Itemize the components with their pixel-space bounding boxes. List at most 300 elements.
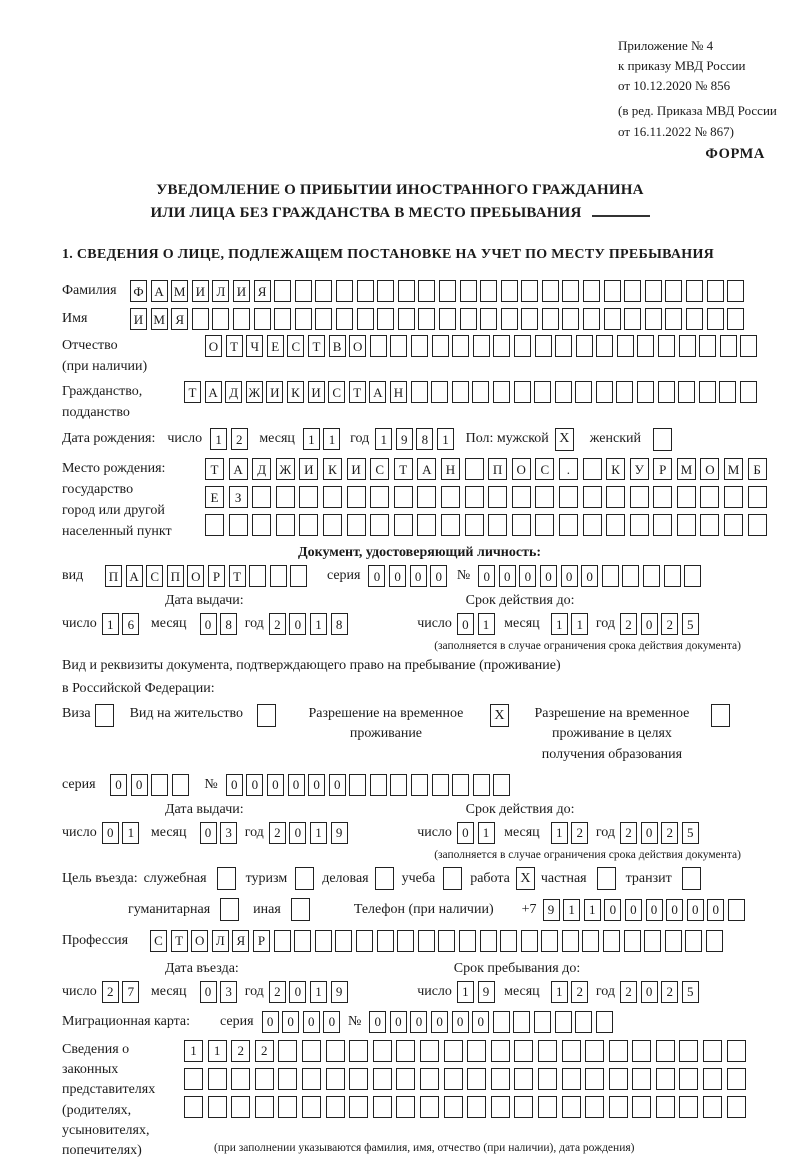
purpose-official-checkbox[interactable] [217, 867, 236, 890]
char-cell[interactable] [491, 1068, 510, 1090]
char-cell[interactable] [356, 930, 373, 952]
char-cell[interactable] [252, 486, 271, 508]
char-cell[interactable] [707, 308, 724, 330]
char-cell[interactable]: 0 [368, 565, 385, 587]
char-cell[interactable]: 1 [375, 428, 392, 450]
char-cell[interactable] [664, 565, 681, 587]
char-cell[interactable] [513, 1011, 530, 1033]
char-cell[interactable] [420, 1096, 439, 1118]
char-cell[interactable]: 0 [267, 774, 284, 796]
char-cell[interactable]: 9 [478, 981, 495, 1003]
char-cell[interactable] [411, 381, 428, 403]
char-cell[interactable]: 1 [571, 613, 588, 635]
char-cell[interactable] [432, 774, 449, 796]
char-cell[interactable] [583, 486, 602, 508]
char-cell[interactable] [438, 930, 455, 952]
char-cell[interactable] [418, 308, 435, 330]
char-cell[interactable]: Ж [246, 381, 263, 403]
char-cell[interactable] [465, 458, 484, 480]
char-cell[interactable]: 1 [551, 981, 568, 1003]
char-cell[interactable] [630, 486, 649, 508]
char-cell[interactable]: А [229, 458, 248, 480]
char-cell[interactable] [645, 308, 662, 330]
char-cell[interactable] [390, 774, 407, 796]
char-cell[interactable] [192, 308, 209, 330]
char-cell[interactable]: О [187, 565, 204, 587]
char-cell[interactable] [596, 335, 613, 357]
char-cell[interactable]: 0 [289, 613, 306, 635]
char-cell[interactable] [467, 1068, 486, 1090]
char-cell[interactable]: М [171, 280, 188, 302]
visa-checkbox[interactable] [95, 704, 114, 727]
char-cell[interactable] [274, 308, 291, 330]
char-cell[interactable] [465, 486, 484, 508]
char-cell[interactable]: К [323, 458, 342, 480]
char-cell[interactable]: Б [748, 458, 767, 480]
temp-residence-education-checkbox[interactable] [711, 704, 730, 727]
char-cell[interactable] [347, 486, 366, 508]
char-cell[interactable]: 9 [331, 822, 348, 844]
char-cell[interactable] [377, 280, 394, 302]
char-cell[interactable] [653, 486, 672, 508]
char-cell[interactable]: 1 [310, 822, 327, 844]
char-cell[interactable] [740, 381, 757, 403]
char-cell[interactable] [431, 381, 448, 403]
char-cell[interactable] [418, 280, 435, 302]
char-cell[interactable] [700, 514, 719, 536]
char-cell[interactable] [467, 1096, 486, 1118]
char-cell[interactable] [562, 1040, 581, 1062]
char-cell[interactable] [514, 1040, 533, 1062]
char-cell[interactable] [562, 280, 579, 302]
char-cell[interactable] [370, 486, 389, 508]
char-cell[interactable] [315, 308, 332, 330]
char-cell[interactable] [233, 308, 250, 330]
char-cell[interactable] [326, 1068, 345, 1090]
char-cell[interactable] [596, 1011, 613, 1033]
char-cell[interactable]: 2 [231, 428, 248, 450]
char-cell[interactable] [411, 335, 428, 357]
char-cell[interactable]: 0 [641, 981, 658, 1003]
char-cell[interactable] [501, 280, 518, 302]
char-cell[interactable]: 1 [184, 1040, 203, 1062]
char-cell[interactable] [441, 486, 460, 508]
char-cell[interactable] [349, 1040, 368, 1062]
char-cell[interactable] [728, 899, 745, 921]
char-cell[interactable] [542, 280, 559, 302]
char-cell[interactable] [255, 1096, 274, 1118]
char-cell[interactable] [491, 1096, 510, 1118]
char-cell[interactable]: Ж [276, 458, 295, 480]
char-cell[interactable] [624, 930, 641, 952]
char-cell[interactable]: 5 [682, 822, 699, 844]
char-cell[interactable]: А [417, 458, 436, 480]
char-cell[interactable]: О [191, 930, 208, 952]
char-cell[interactable] [699, 335, 716, 357]
char-cell[interactable]: Я [232, 930, 249, 952]
char-cell[interactable]: 5 [682, 613, 699, 635]
char-cell[interactable] [637, 335, 654, 357]
char-cell[interactable] [656, 1096, 675, 1118]
char-cell[interactable]: В [329, 335, 346, 357]
char-cell[interactable]: 0 [641, 613, 658, 635]
char-cell[interactable] [637, 381, 654, 403]
char-cell[interactable] [617, 335, 634, 357]
char-cell[interactable] [460, 280, 477, 302]
char-cell[interactable]: 0 [200, 822, 217, 844]
char-cell[interactable] [583, 514, 602, 536]
char-cell[interactable]: Л [212, 280, 229, 302]
char-cell[interactable] [538, 1040, 557, 1062]
char-cell[interactable] [394, 486, 413, 508]
char-cell[interactable] [703, 1040, 722, 1062]
sex-female-checkbox[interactable] [653, 428, 672, 451]
char-cell[interactable] [679, 1068, 698, 1090]
char-cell[interactable]: 1 [478, 613, 495, 635]
char-cell[interactable]: 0 [226, 774, 243, 796]
char-cell[interactable]: 0 [389, 565, 406, 587]
char-cell[interactable] [396, 1040, 415, 1062]
char-cell[interactable] [658, 381, 675, 403]
char-cell[interactable] [252, 514, 271, 536]
char-cell[interactable] [583, 308, 600, 330]
char-cell[interactable] [488, 514, 507, 536]
char-cell[interactable]: О [700, 458, 719, 480]
char-cell[interactable] [521, 280, 538, 302]
char-cell[interactable] [684, 565, 701, 587]
char-cell[interactable] [452, 335, 469, 357]
char-cell[interactable] [679, 335, 696, 357]
char-cell[interactable]: К [287, 381, 304, 403]
purpose-tourism-checkbox[interactable] [295, 867, 314, 890]
char-cell[interactable] [290, 565, 307, 587]
char-cell[interactable]: 0 [200, 981, 217, 1003]
char-cell[interactable] [432, 335, 449, 357]
char-cell[interactable]: О [205, 335, 222, 357]
char-cell[interactable]: 1 [584, 899, 601, 921]
char-cell[interactable] [208, 1096, 227, 1118]
char-cell[interactable] [299, 486, 318, 508]
char-cell[interactable]: У [630, 458, 649, 480]
char-cell[interactable] [326, 1040, 345, 1062]
char-cell[interactable] [231, 1096, 250, 1118]
char-cell[interactable]: 0 [390, 1011, 407, 1033]
char-cell[interactable] [460, 308, 477, 330]
char-cell[interactable] [514, 1068, 533, 1090]
char-cell[interactable] [583, 280, 600, 302]
char-cell[interactable] [465, 514, 484, 536]
sex-male-checkbox[interactable]: X [555, 428, 574, 451]
char-cell[interactable] [417, 486, 436, 508]
char-cell[interactable]: С [287, 335, 304, 357]
char-cell[interactable] [521, 308, 538, 330]
char-cell[interactable] [658, 335, 675, 357]
purpose-private-checkbox[interactable] [597, 867, 616, 890]
char-cell[interactable]: 2 [255, 1040, 274, 1062]
char-cell[interactable] [212, 308, 229, 330]
char-cell[interactable]: 0 [519, 565, 536, 587]
char-cell[interactable] [420, 1068, 439, 1090]
char-cell[interactable]: 1 [437, 428, 454, 450]
char-cell[interactable]: 1 [457, 981, 474, 1003]
char-cell[interactable] [727, 1096, 746, 1118]
char-cell[interactable] [302, 1096, 321, 1118]
char-cell[interactable] [493, 774, 510, 796]
char-cell[interactable]: 9 [396, 428, 413, 450]
char-cell[interactable]: А [369, 381, 386, 403]
char-cell[interactable]: С [328, 381, 345, 403]
char-cell[interactable]: 0 [289, 822, 306, 844]
char-cell[interactable] [323, 486, 342, 508]
char-cell[interactable] [606, 486, 625, 508]
char-cell[interactable]: Я [254, 280, 271, 302]
char-cell[interactable] [665, 930, 682, 952]
char-cell[interactable] [336, 280, 353, 302]
char-cell[interactable] [706, 930, 723, 952]
char-cell[interactable]: М [724, 458, 743, 480]
char-cell[interactable] [441, 514, 460, 536]
char-cell[interactable] [493, 335, 510, 357]
char-cell[interactable]: 0 [303, 1011, 320, 1033]
char-cell[interactable]: С [146, 565, 163, 587]
char-cell[interactable] [472, 381, 489, 403]
char-cell[interactable]: Ф [130, 280, 147, 302]
char-cell[interactable] [184, 1096, 203, 1118]
char-cell[interactable] [609, 1096, 628, 1118]
char-cell[interactable] [724, 486, 743, 508]
char-cell[interactable]: 5 [682, 981, 699, 1003]
char-cell[interactable] [632, 1040, 651, 1062]
char-cell[interactable] [609, 1040, 628, 1062]
char-cell[interactable]: Ч [246, 335, 263, 357]
char-cell[interactable]: И [308, 381, 325, 403]
char-cell[interactable] [514, 381, 531, 403]
char-cell[interactable] [703, 1096, 722, 1118]
char-cell[interactable] [357, 280, 374, 302]
char-cell[interactable]: 0 [329, 774, 346, 796]
char-cell[interactable] [686, 308, 703, 330]
char-cell[interactable] [603, 930, 620, 952]
char-cell[interactable]: Я [171, 308, 188, 330]
char-cell[interactable] [326, 1096, 345, 1118]
char-cell[interactable] [278, 1068, 297, 1090]
purpose-business-checkbox[interactable] [375, 867, 394, 890]
char-cell[interactable]: Д [252, 458, 271, 480]
char-cell[interactable]: 0 [282, 1011, 299, 1033]
char-cell[interactable]: Р [208, 565, 225, 587]
char-cell[interactable]: 0 [561, 565, 578, 587]
char-cell[interactable] [632, 1096, 651, 1118]
char-cell[interactable] [514, 1096, 533, 1118]
char-cell[interactable] [538, 1068, 557, 1090]
char-cell[interactable]: 1 [310, 613, 327, 635]
char-cell[interactable]: С [535, 458, 554, 480]
char-cell[interactable]: И [233, 280, 250, 302]
char-cell[interactable] [699, 381, 716, 403]
char-cell[interactable]: 3 [220, 981, 237, 1003]
char-cell[interactable]: . [559, 458, 578, 480]
char-cell[interactable]: 2 [269, 981, 286, 1003]
char-cell[interactable] [302, 1068, 321, 1090]
char-cell[interactable] [493, 381, 510, 403]
char-cell[interactable]: Т [308, 335, 325, 357]
char-cell[interactable] [349, 1096, 368, 1118]
char-cell[interactable] [632, 1068, 651, 1090]
char-cell[interactable] [335, 930, 352, 952]
char-cell[interactable]: Т [205, 458, 224, 480]
char-cell[interactable] [254, 308, 271, 330]
char-cell[interactable]: 8 [220, 613, 237, 635]
char-cell[interactable]: Р [253, 930, 270, 952]
char-cell[interactable] [295, 308, 312, 330]
char-cell[interactable]: 2 [661, 613, 678, 635]
purpose-work-checkbox[interactable]: X [516, 867, 535, 890]
char-cell[interactable] [370, 774, 387, 796]
char-cell[interactable] [357, 308, 374, 330]
char-cell[interactable]: 2 [102, 981, 119, 1003]
char-cell[interactable]: 3 [220, 822, 237, 844]
char-cell[interactable] [740, 335, 757, 357]
char-cell[interactable]: А [205, 381, 222, 403]
char-cell[interactable]: 0 [478, 565, 495, 587]
char-cell[interactable]: 0 [410, 1011, 427, 1033]
char-cell[interactable]: 2 [231, 1040, 250, 1062]
char-cell[interactable] [679, 1096, 698, 1118]
char-cell[interactable] [398, 308, 415, 330]
char-cell[interactable]: И [130, 308, 147, 330]
char-cell[interactable]: 0 [457, 613, 474, 635]
residence-permit-checkbox[interactable] [257, 704, 276, 727]
char-cell[interactable]: 2 [269, 822, 286, 844]
char-cell[interactable] [151, 774, 168, 796]
char-cell[interactable] [467, 1040, 486, 1062]
char-cell[interactable]: 0 [430, 565, 447, 587]
char-cell[interactable] [370, 514, 389, 536]
char-cell[interactable]: 0 [102, 822, 119, 844]
char-cell[interactable]: М [151, 308, 168, 330]
char-cell[interactable]: 1 [563, 899, 580, 921]
char-cell[interactable] [444, 1096, 463, 1118]
char-cell[interactable]: 0 [200, 613, 217, 635]
char-cell[interactable]: 2 [269, 613, 286, 635]
char-cell[interactable]: П [167, 565, 184, 587]
char-cell[interactable] [349, 774, 366, 796]
char-cell[interactable]: И [347, 458, 366, 480]
char-cell[interactable]: 1 [551, 613, 568, 635]
char-cell[interactable]: И [299, 458, 318, 480]
char-cell[interactable]: А [151, 280, 168, 302]
char-cell[interactable] [302, 1040, 321, 1062]
char-cell[interactable]: И [192, 280, 209, 302]
char-cell[interactable] [644, 930, 661, 952]
char-cell[interactable] [665, 308, 682, 330]
char-cell[interactable] [538, 1096, 557, 1118]
char-cell[interactable] [270, 565, 287, 587]
char-cell[interactable] [575, 1011, 592, 1033]
char-cell[interactable]: Л [212, 930, 229, 952]
char-cell[interactable] [700, 486, 719, 508]
char-cell[interactable] [418, 930, 435, 952]
char-cell[interactable]: 0 [452, 1011, 469, 1033]
char-cell[interactable] [480, 280, 497, 302]
char-cell[interactable]: 0 [641, 822, 658, 844]
char-cell[interactable]: 8 [416, 428, 433, 450]
char-cell[interactable] [473, 774, 490, 796]
char-cell[interactable]: 0 [288, 774, 305, 796]
char-cell[interactable] [347, 514, 366, 536]
char-cell[interactable] [727, 1040, 746, 1062]
char-cell[interactable] [514, 335, 531, 357]
temp-residence-checkbox[interactable]: X [490, 704, 509, 727]
char-cell[interactable] [452, 381, 469, 403]
char-cell[interactable] [604, 308, 621, 330]
char-cell[interactable]: 2 [571, 981, 588, 1003]
char-cell[interactable]: М [677, 458, 696, 480]
char-cell[interactable]: 7 [122, 981, 139, 1003]
char-cell[interactable] [535, 514, 554, 536]
char-cell[interactable] [439, 308, 456, 330]
char-cell[interactable] [491, 1040, 510, 1062]
char-cell[interactable] [417, 514, 436, 536]
char-cell[interactable] [724, 514, 743, 536]
char-cell[interactable]: Т [394, 458, 413, 480]
char-cell[interactable]: К [606, 458, 625, 480]
char-cell[interactable] [686, 280, 703, 302]
char-cell[interactable]: 1 [310, 981, 327, 1003]
char-cell[interactable]: 0 [131, 774, 148, 796]
char-cell[interactable]: 1 [208, 1040, 227, 1062]
char-cell[interactable] [542, 308, 559, 330]
char-cell[interactable] [559, 514, 578, 536]
purpose-other-checkbox[interactable] [291, 898, 310, 921]
char-cell[interactable]: 0 [604, 899, 621, 921]
char-cell[interactable] [555, 381, 572, 403]
char-cell[interactable] [473, 335, 490, 357]
char-cell[interactable] [541, 930, 558, 952]
char-cell[interactable]: С [150, 930, 167, 952]
char-cell[interactable] [653, 514, 672, 536]
char-cell[interactable]: 9 [331, 981, 348, 1003]
char-cell[interactable]: Е [205, 486, 224, 508]
char-cell[interactable] [373, 1068, 392, 1090]
char-cell[interactable] [624, 280, 641, 302]
char-cell[interactable]: 6 [122, 613, 139, 635]
char-cell[interactable] [274, 280, 291, 302]
char-cell[interactable] [562, 308, 579, 330]
char-cell[interactable]: 8 [331, 613, 348, 635]
char-cell[interactable] [585, 1040, 604, 1062]
char-cell[interactable] [609, 1068, 628, 1090]
char-cell[interactable] [583, 458, 602, 480]
char-cell[interactable]: 0 [540, 565, 557, 587]
purpose-humanitarian-checkbox[interactable] [220, 898, 239, 921]
char-cell[interactable]: 0 [323, 1011, 340, 1033]
char-cell[interactable] [172, 774, 189, 796]
char-cell[interactable] [562, 1068, 581, 1090]
char-cell[interactable] [703, 1068, 722, 1090]
char-cell[interactable]: 0 [289, 981, 306, 1003]
char-cell[interactable]: А [126, 565, 143, 587]
char-cell[interactable] [665, 280, 682, 302]
char-cell[interactable] [229, 514, 248, 536]
char-cell[interactable] [555, 1011, 572, 1033]
char-cell[interactable] [643, 565, 660, 587]
char-cell[interactable] [370, 335, 387, 357]
char-cell[interactable]: 2 [620, 613, 637, 635]
char-cell[interactable] [276, 514, 295, 536]
char-cell[interactable] [336, 308, 353, 330]
char-cell[interactable] [396, 1096, 415, 1118]
